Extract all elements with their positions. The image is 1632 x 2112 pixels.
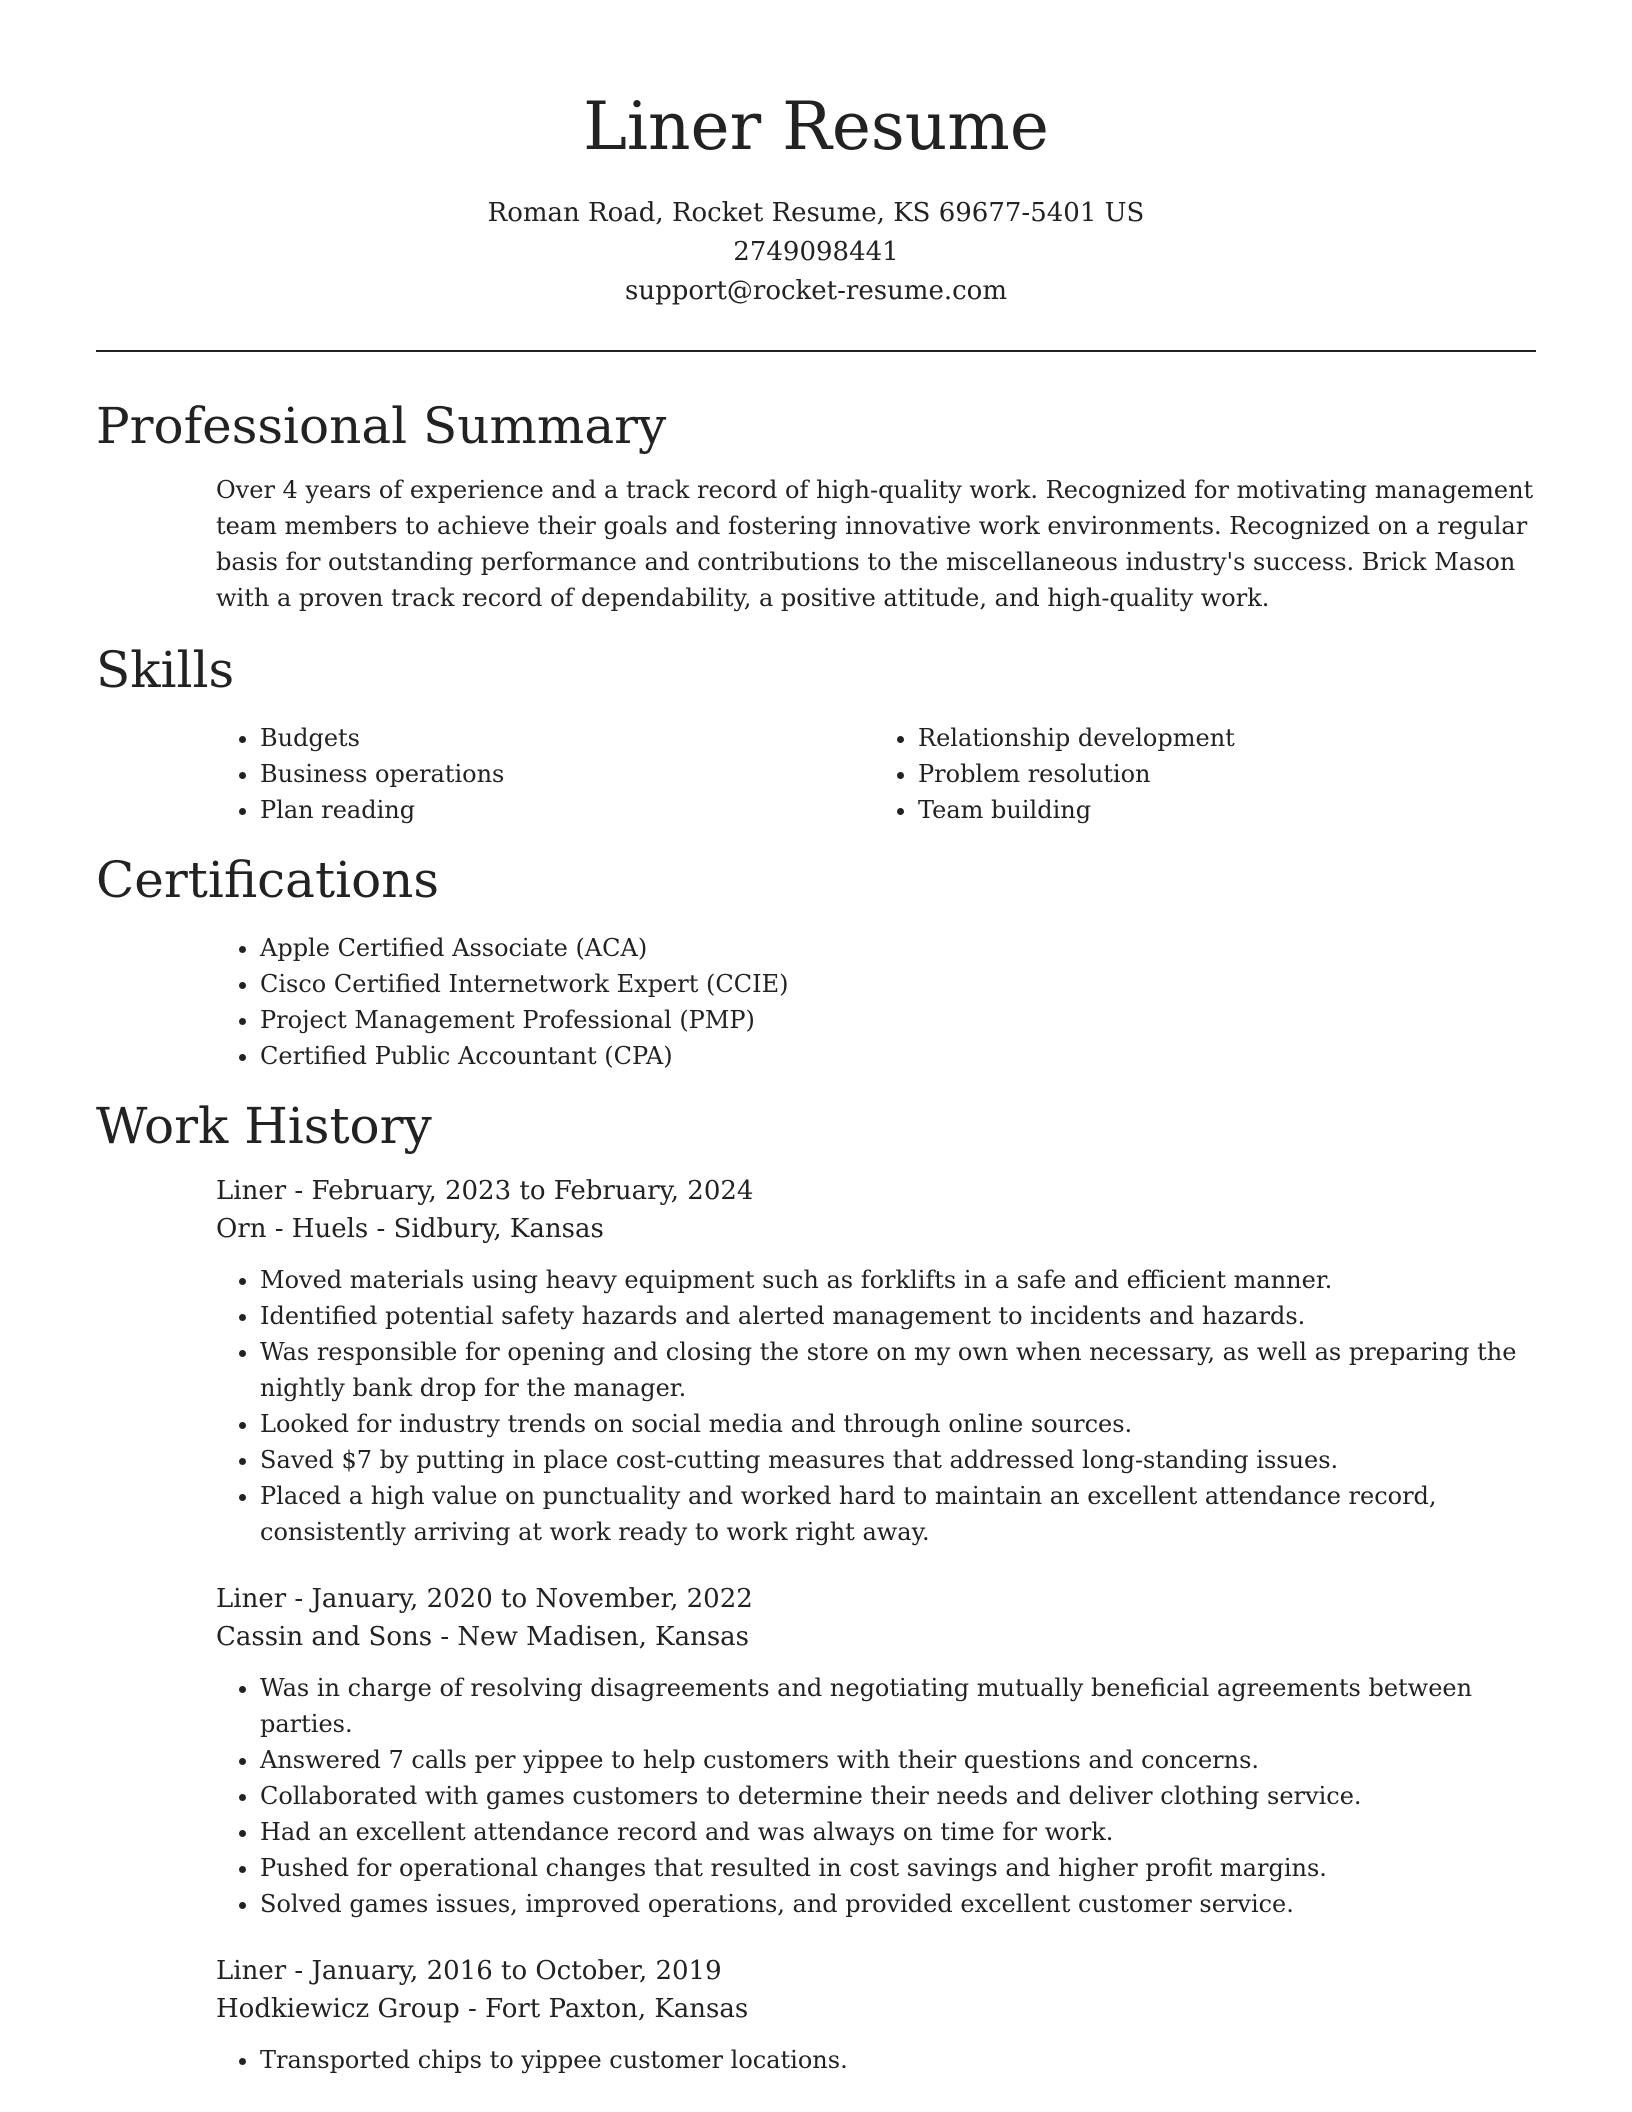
certifications-list bbox=[96, 930, 1536, 1074]
job-bullet: • Collaborated with games customers to determine their needs and deliver clothing service. bbox=[260, 1778, 1536, 1814]
certification-item: • Project Management Professional (PMP) bbox=[260, 1002, 1536, 1038]
skill-item: • Relationship development bbox=[918, 720, 1536, 756]
header-divider bbox=[96, 350, 1536, 352]
certification-item: • Certified Public Accountant (CPA) bbox=[260, 1038, 1536, 1074]
job-company: Hodkiewicz Group - Fort Paxton, Kansas bbox=[216, 1994, 749, 2024]
job-bullets bbox=[216, 1670, 1536, 1922]
certification-item: • Apple Certified Associate (ACA) bbox=[260, 930, 1536, 966]
skills-section bbox=[96, 638, 1536, 828]
skill-item: • Plan reading bbox=[260, 792, 878, 828]
skill-item: • Business operations bbox=[260, 756, 878, 792]
job-title: Liner - January, 2020 to November, 2022 bbox=[216, 1584, 753, 1614]
summary-text: Over 4 years of experience and a track record of high-quality work. Recognized for motivating management team members to achieve their goals and fostering innovative work environments. Recognized on a regular basis for outstanding performance and contributions to the miscellaneous industry's success. Brick Mason with a proven track record of dependability, a positive attitude, and high-quality work. bbox=[216, 476, 1534, 612]
summary-heading: Professional Summary bbox=[96, 397, 667, 455]
job-bullet: • Transported chips to yippee customer locations. bbox=[260, 2042, 1536, 2078]
summary-section bbox=[96, 394, 1536, 616]
job-bullets bbox=[216, 2042, 1536, 2078]
job-title: Liner - January, 2016 to October, 2019 bbox=[216, 1956, 722, 1986]
job-bullet: • Identified potential safety hazards and alerted management to incidents and hazards. bbox=[260, 1298, 1536, 1334]
job-bullet: • Solved games issues, improved operations, and provided excellent customer service. bbox=[260, 1886, 1536, 1922]
job-bullet: • Saved $7 by putting in place cost-cutting measures that addressed long-standing issues. bbox=[260, 1442, 1536, 1478]
job-bullet: • Had an excellent attendance record and was always on time for work. bbox=[260, 1814, 1536, 1850]
job-company: Orn - Huels - Sidbury, Kansas bbox=[216, 1214, 604, 1244]
certification-item: • Cisco Certified Internetwork Expert (CCIE) bbox=[260, 966, 1536, 1002]
certifications-section bbox=[96, 848, 1536, 1074]
resume-title: Liner Resume bbox=[583, 88, 1049, 165]
job-bullet: • Moved materials using heavy equipment such as forklifts in a safe and efficient manner. bbox=[260, 1262, 1536, 1298]
skill-item: • Budgets bbox=[260, 720, 878, 756]
skills-grid bbox=[96, 720, 1536, 828]
skills-list-left bbox=[96, 720, 878, 828]
job-entry bbox=[216, 1952, 1536, 2078]
job-bullet: • Looked for industry trends on social media and through online sources. bbox=[260, 1406, 1536, 1442]
contact-address: Roman Road, Rocket Resume, KS 69677-5401 US bbox=[487, 198, 1145, 228]
job-entry bbox=[216, 1580, 1536, 1922]
contact-block bbox=[0, 194, 1632, 311]
job-bullet: • Was in charge of resolving disagreements and negotiating mutually beneficial agreements between parties. bbox=[260, 1670, 1536, 1742]
skills-list-right bbox=[878, 720, 1536, 828]
contact-phone: 2749098441 bbox=[733, 237, 899, 267]
work-history-section bbox=[96, 1094, 1536, 2078]
contact-email: support@rocket-resume.com bbox=[624, 276, 1007, 306]
job-bullet: • Answered 7 calls per yippee to help customers with their questions and concerns. bbox=[260, 1742, 1536, 1778]
job-company: Cassin and Sons - New Madisen, Kansas bbox=[216, 1622, 750, 1652]
job-bullet: • Placed a high value on punctuality and worked hard to maintain an excellent attendance record, consistently arriving at work ready to work right away. bbox=[260, 1478, 1536, 1550]
skills-heading: Skills bbox=[96, 641, 235, 699]
job-entry bbox=[216, 1172, 1536, 1550]
skill-item: • Problem resolution bbox=[918, 756, 1536, 792]
resume-header bbox=[0, 0, 1632, 311]
job-bullet: • Pushed for operational changes that resulted in cost savings and higher profit margins. bbox=[260, 1850, 1536, 1886]
job-bullet: • Was responsible for opening and closing the store on my own when necessary, as well as preparing the nightly bank drop for the manager. bbox=[260, 1334, 1536, 1406]
certifications-heading: Certifications bbox=[96, 851, 440, 909]
work-history-heading: Work History bbox=[96, 1097, 432, 1155]
skill-item: • Team building bbox=[918, 792, 1536, 828]
job-title: Liner - February, 2023 to February, 2024 bbox=[216, 1176, 754, 1206]
job-bullets bbox=[216, 1262, 1536, 1550]
